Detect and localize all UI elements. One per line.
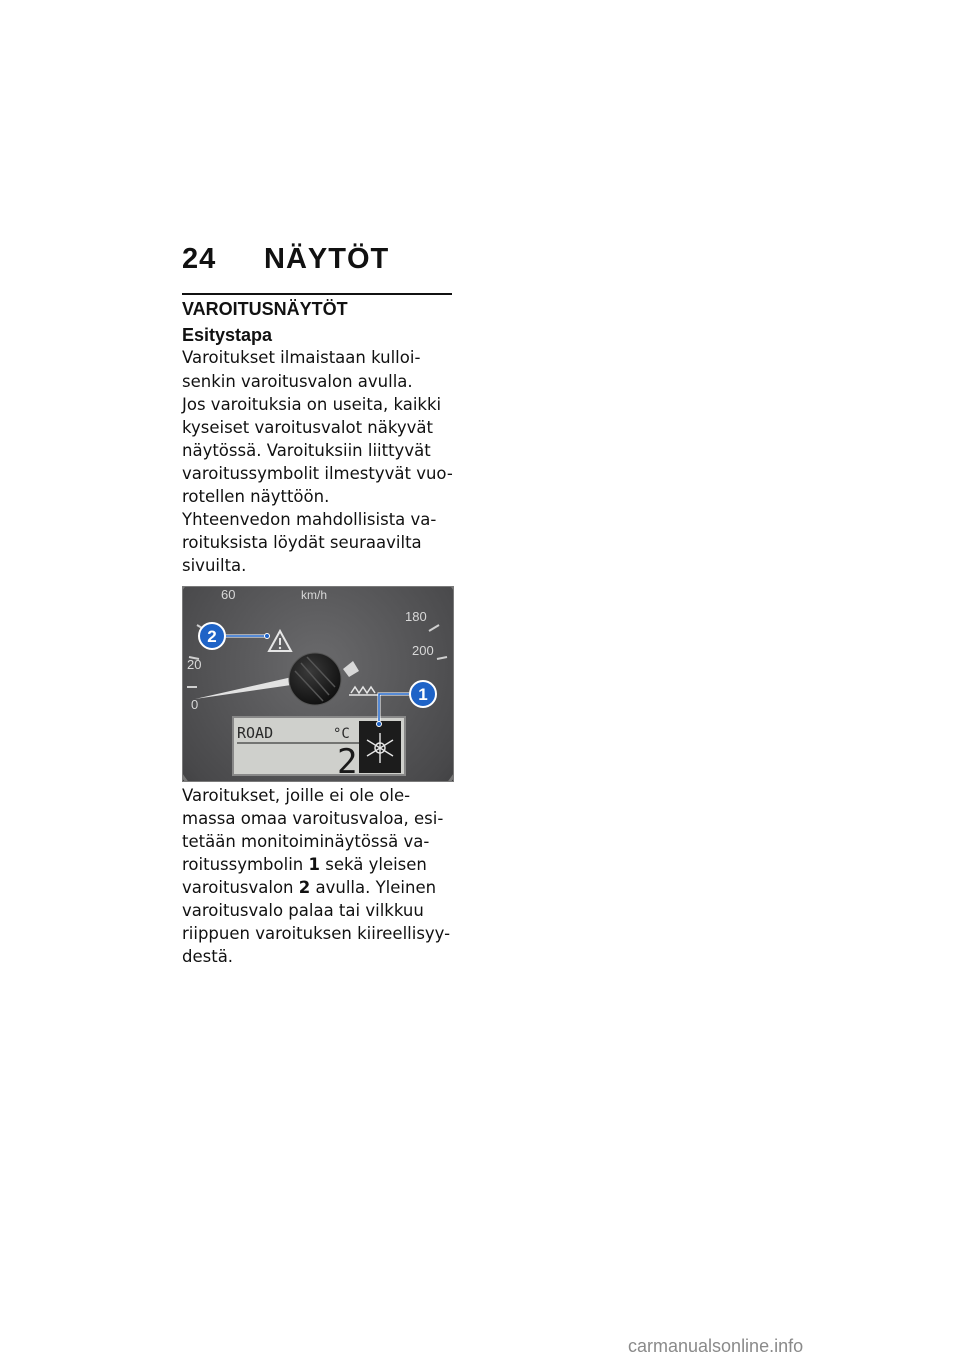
caption-line: riippuen varoituksen kiireellisyy- xyxy=(182,924,451,943)
instrument-cluster-figure xyxy=(182,586,454,782)
scale-label-60: 60 xyxy=(221,587,236,602)
scale-label-200: 200 xyxy=(412,643,434,658)
scale-label-180: 180 xyxy=(405,609,427,624)
caption-line: Varoitukset, joille ei ole ole- xyxy=(182,786,411,805)
paragraph-line: roituksista löydät seuraavilta xyxy=(182,533,422,552)
subsection-title: Esitystapa xyxy=(182,325,273,345)
watermark: carmanualsonline.info xyxy=(628,1336,804,1356)
caption-text: sekä yleisen xyxy=(319,855,427,874)
caption-line: tetään monitoiminäytössä va- xyxy=(182,832,430,851)
callout-1-label: 1 xyxy=(418,685,428,704)
paragraph-line: Jos varoituksia on useita, kaikki xyxy=(182,395,442,414)
paragraph-line: kyseiset varoitusvalot näkyvät xyxy=(182,418,433,437)
callout-ref-1: 1 xyxy=(308,855,320,874)
section-title: VAROITUSNÄYTÖT xyxy=(182,293,452,320)
caption-line: destä. xyxy=(182,947,234,966)
scale-label-20: 20 xyxy=(187,657,202,672)
paragraph-line: Yhteenvedon mahdollisista va- xyxy=(182,510,437,529)
caption-text: roitussymbolin xyxy=(182,855,309,874)
caption-line: varoitusvalo palaa tai vilkkuu xyxy=(182,901,424,920)
paragraph-line: senkin varoitusvalon avulla. xyxy=(182,372,413,391)
caption-line: massa omaa varoitusvaloa, esi- xyxy=(182,809,444,828)
caption-text: avulla. Yleinen xyxy=(310,878,437,897)
chapter-title: NÄYTÖT xyxy=(264,243,390,275)
lcd-temp-unit: °C xyxy=(333,726,350,742)
scale-label-0: 0 xyxy=(191,697,199,712)
caption-line xyxy=(182,855,427,874)
paragraph-line: rotellen näyttöön. xyxy=(182,487,330,506)
lcd-mode-label: ROAD xyxy=(237,724,274,742)
page-header xyxy=(182,243,389,276)
callout-ref-2: 2 xyxy=(298,878,311,897)
paragraph-line: näytössä. Varoituksiin liittyvät xyxy=(182,441,431,460)
paragraph-line: Varoitukset ilmaistaan kulloi- xyxy=(182,348,421,367)
lcd-value: 2 xyxy=(337,742,358,781)
caption-line xyxy=(182,878,436,897)
instrument-cluster-illustration xyxy=(183,587,453,781)
caption-text: varoitusvalon xyxy=(182,878,299,897)
speed-unit-label: km/h xyxy=(301,588,328,602)
paragraph-line: varoitussymbolit ilmestyvät vuo- xyxy=(182,464,453,483)
paragraph-line: sivuilta. xyxy=(182,556,247,575)
page-number: 24 xyxy=(182,243,217,275)
callout-2-label: 2 xyxy=(207,627,217,646)
